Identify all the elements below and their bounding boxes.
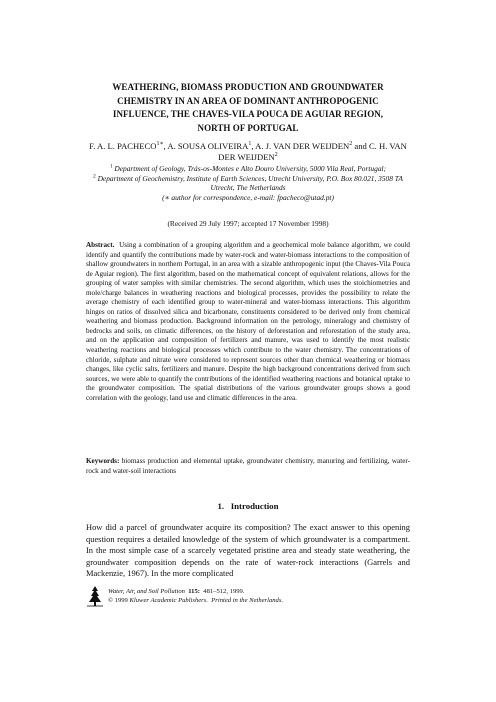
author-separator: and xyxy=(352,141,369,151)
affiliation-number: 2 xyxy=(93,173,96,180)
publisher-name: Kluwer Academic Publishers. xyxy=(129,597,208,604)
affiliations xyxy=(88,164,408,202)
author-mark: 1∗ xyxy=(156,141,164,148)
affiliation-text: Department of Geology, Trás-os-Montes e Alto Douro University, 5000 Vila Real, Portugal; xyxy=(114,164,387,173)
author-mark: 2 xyxy=(349,141,353,148)
author-mark: 2 xyxy=(274,152,278,159)
journal-line xyxy=(108,587,408,596)
author-name: A. SOUSA OLIVEIRA xyxy=(167,141,249,151)
publisher-logo-icon xyxy=(86,585,104,607)
copyright-year: © 1999 xyxy=(108,597,128,604)
section-number: 1. xyxy=(217,501,225,511)
keywords-text: biomass production and elemental uptake, groundwater chemistry, manuring and fertilizing, water-rock and water-soil interactions xyxy=(86,457,410,475)
affiliation-text: Department of Geochemistry, Institute of Earth Sciences, Utrecht University, P.O. Box 80.021, 3508 TA Utrecht, The Netherlands xyxy=(97,173,403,193)
received-dates: (Received 29 July 1997; accepted 17 November 1998) xyxy=(167,219,329,228)
author-name: C. H. VAN DER WEIJDEN xyxy=(218,141,407,162)
section-title: Introduction xyxy=(230,501,279,511)
affiliation-1 xyxy=(88,164,408,174)
section-heading xyxy=(88,501,408,512)
author-name: F. A. L. PACHECO xyxy=(89,141,157,151)
abstract-label: Abstract. xyxy=(86,241,115,249)
author-mark: 1 xyxy=(248,141,252,148)
author-separator: , xyxy=(251,141,256,151)
copyright-line xyxy=(108,596,408,605)
journal-volume: 115: xyxy=(188,588,200,595)
affiliation-2 xyxy=(88,174,408,193)
author-list xyxy=(88,141,408,163)
printed-note: Printed in the Netherlands. xyxy=(211,597,284,604)
affiliation-number: 1 xyxy=(109,163,113,170)
page-footer xyxy=(86,585,410,609)
keywords xyxy=(86,457,410,476)
journal-pages: 481–512, 1999. xyxy=(203,588,245,595)
keywords-label: Keywords: xyxy=(86,457,120,465)
correspondence-note: (∗ author for correspondence, e-mail: fpacheco@utad.pt) xyxy=(162,192,334,202)
intro-paragraph: How did a parcel of groundwater acquire its composition? The exact answer to this opening question requires a detailed knowledge of the system of which groundwater is a compartment. In the most simple case of a scarcely vegetated pristine area and steady state weathering, the groundwater composition depends on the rate of water-rock interactions (Garrels and Mackenzie, 1967). In the more complicated xyxy=(86,522,410,579)
author-name: A. J. VAN DER WEIJDEN xyxy=(255,141,350,151)
citation xyxy=(108,587,408,605)
journal-name: Water, Air, and Soil Pollution xyxy=(108,588,185,595)
abstract-text: Using a combination of a grouping algorithm and a geochemical mole balance algorithm, we could identify and quantify the contributions made by water-rock and water-biomass interactions to the composition of shallow groundwaters in northern Portugal, in an area with a sizable anthropogenic input (the Chaves-Vila Pouca de Aguiar region). The first algorithm, based on the mathematical concept of equivalent relations, allows for the grouping of water samples with similar chemistries. The second algorithm, which uses the stoichiometries and mole/charge balances in weathering reactions and biological processes, provides the possibility to relate the average chemistry of each identified group to water-mineral and water-biomass interactions. This algorithm hinges on ratios of dissolved silica and bicarbonate, constituents considered to be derived only from chemical weathering and biomass production. Background information on the petrology, mineralogy and chemistry of bedrocks and soils, on climatic differences, on the history of deforestation and reforestation of the study area, and on the application and composition of fertilizers and manure, was used to identify the most realistic weathering reactions and biological processes which contribute to the water chemistry. The concentrations of chloride, sulphate and nitrate were considered to represent sources other than chemical weathering or biomass changes, like cyclic salts, fertilizers and manure. Despite the high background concentrations derived from such sources, we were able to quantify the contributions of the identified weathering reactions and botanical uptake to the groundwater composition. The spatial distributions of the various groundwater groups shows a good correlation with the geology, land use and climatic differences in the area. xyxy=(86,241,410,402)
paper-title: WEATHERING, BIOMASS PRODUCTION AND GROUNDWATER CHEMISTRY IN AN AREA OF DOMINANT ANTHROPOGENIC INFLUENCE, THE CHAVES-VILA POUCA DE AGUIAR REGION, NORTH OF PORTUGAL xyxy=(112,82,384,133)
abstract xyxy=(86,241,410,403)
author-separator: , xyxy=(163,141,168,151)
